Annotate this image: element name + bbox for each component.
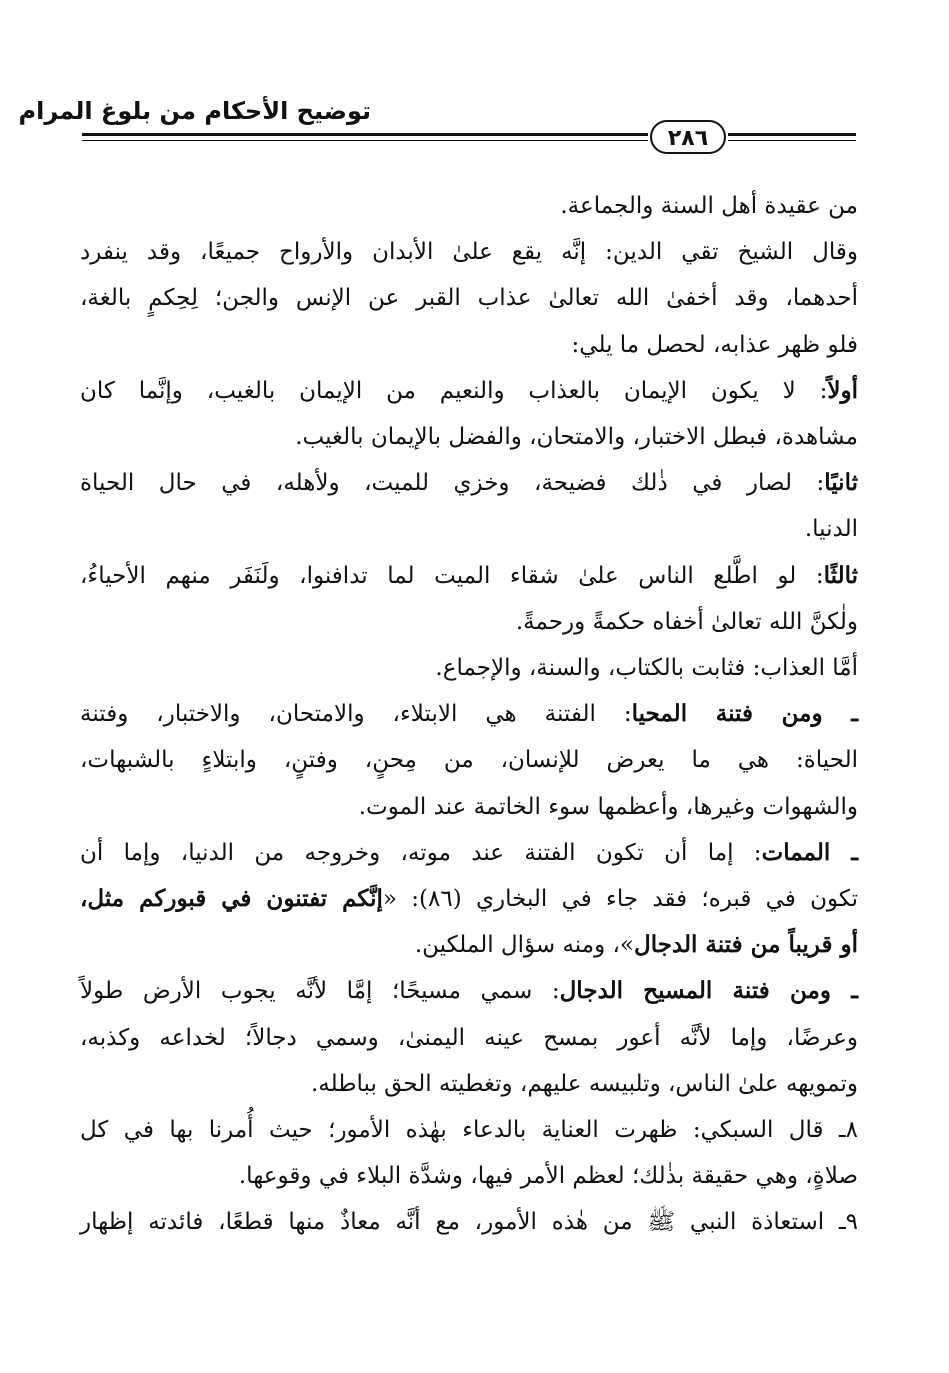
text-line [80,509,858,553]
text-run: والشهوات وغيرها، وأعظمها سوء الخاتمة عند الموت. [358,793,858,820]
text-run: : لو اطَّلع الناس علىٰ شقاء الميت لما تدافنوا، ولَنَفَر منهم الأحياءُ، [80,562,824,589]
text-run: ٩ـ استعاذة النبي ﷺ من هٰذه الأمور، مع أنَّه معاذٌ منها قطعًا، فائدته إظهار [80,1209,858,1236]
text-line [80,648,858,692]
text-line [80,325,858,369]
text-line [80,787,858,831]
bold-phrase: إنَّكم تفتنون في قبوركم مثل، [80,885,383,912]
text-line [80,1156,858,1200]
text-line [80,417,858,461]
text-line [80,556,858,600]
text-run: الدنيا. [804,516,858,543]
bold-phrase: ـ ومن فتنة المحيا [631,700,858,728]
bold-phrase: ثالثًا [823,561,858,589]
text-line [80,1064,858,1108]
text-run: : سمي مسيحًا؛ إمَّا لأنَّه يجوب الأرض طولاً [80,978,560,1005]
bold-phrase: ـ ومن فتنة المسيح الدجال [559,977,858,1005]
text-line [80,186,858,230]
text-run: : الفتنة هي الابتلاء، والامتحان، والاختبار، وفتنة [80,701,632,728]
text-line [80,463,858,507]
text-run: أمَّا العذاب: فثابت بالكتاب، والسنة، والإجماع. [435,655,858,681]
text-run: مشاهدة، فبطل الاختبار، والامتحان، والفضل بالإيمان بالغيب. [295,424,858,450]
bold-phrase: أو قريباً من فتنة الدجال [633,931,858,959]
bold-phrase: أولاً [827,376,858,404]
header-rule [82,133,648,136]
text-run: صلاةٍ، وهي حقيقة بذٰلك؛ لعظم الأمر فيها، وشدَّة البلاء في وقوعها. [238,1163,858,1190]
text-run: : إما أن تكون الفتنة عند موته، وخروجه من الدنيا، وإما أن [80,839,762,866]
text-run: ٨ـ قال السبكي: ظهرت العناية بالدعاء بهٰذه الأمور؛ حيث أُمرنا بها في كل [80,1117,858,1143]
text-line [80,879,858,923]
text-run: فلو ظهر عذابه، لحصل ما يلي: [571,331,858,358]
header-rule [728,140,856,141]
text-run: ولٰكنَّ الله تعالىٰ أخفاه حكمةً ورحمةً. [515,608,858,635]
text-run: من عقيدة أهل السنة والجماعة. [560,193,858,219]
text-run: أحدهما، وقد أخفىٰ الله تعالىٰ عذاب القبر عن الإنس والجن؛ لِحِكمٍ بالغة، [80,285,858,312]
text-run: »، ومنه سؤال الملكين. [414,932,634,959]
header-rule [728,133,856,136]
text-run: : لا يكون الإيمان بالعذاب والنعيم من الإيمان بالغيب، وإنَّما كان [80,377,828,404]
running-header-title: توضيح الأحكام من بلوغ المرام [18,97,371,125]
text-line [80,232,858,276]
text-run: : لصار في ذٰلك فضيحة، وخزي للميت، ولأهله، في حال الحياة [80,470,825,497]
text-line [80,971,858,1015]
bold-phrase: ثانيًا [824,469,858,497]
text-line [80,740,858,784]
text-line [80,602,858,646]
text-line [80,1110,858,1154]
text-run: وعرضًا، وإما لأنَّه أعور بمسح عينه اليمنىٰ، وسمي دجالاً؛ لخداعه وكذبه، [80,1024,858,1051]
text-run: وتمويهه علىٰ الناس، وتلبيسه عليهم، وتغطيته الحق بباطله. [310,1070,858,1097]
text-line [80,278,858,322]
text-run: وقال الشيخ تقي الدين: إنَّه يقع علىٰ الأبدان والأرواح جميعًا، وقد ينفرد [80,239,858,266]
text-run: الحياة: هي ما يعرض للإنسان، من مِحنٍ، وفتنٍ، وابتلاءٍ بالشبهات، [80,747,858,774]
text-line [80,371,858,415]
text-line [80,833,858,877]
page-number: ٢٨٦ [650,120,726,154]
text-line [80,1202,858,1246]
text-line [80,1018,858,1062]
bold-phrase: ـ الممات [761,838,858,866]
text-line [80,694,858,738]
text-line [80,925,858,969]
header-rule [82,140,648,141]
text-run: تكون في قبره؛ فقد جاء في البخاري (٨٦): « [382,886,858,912]
